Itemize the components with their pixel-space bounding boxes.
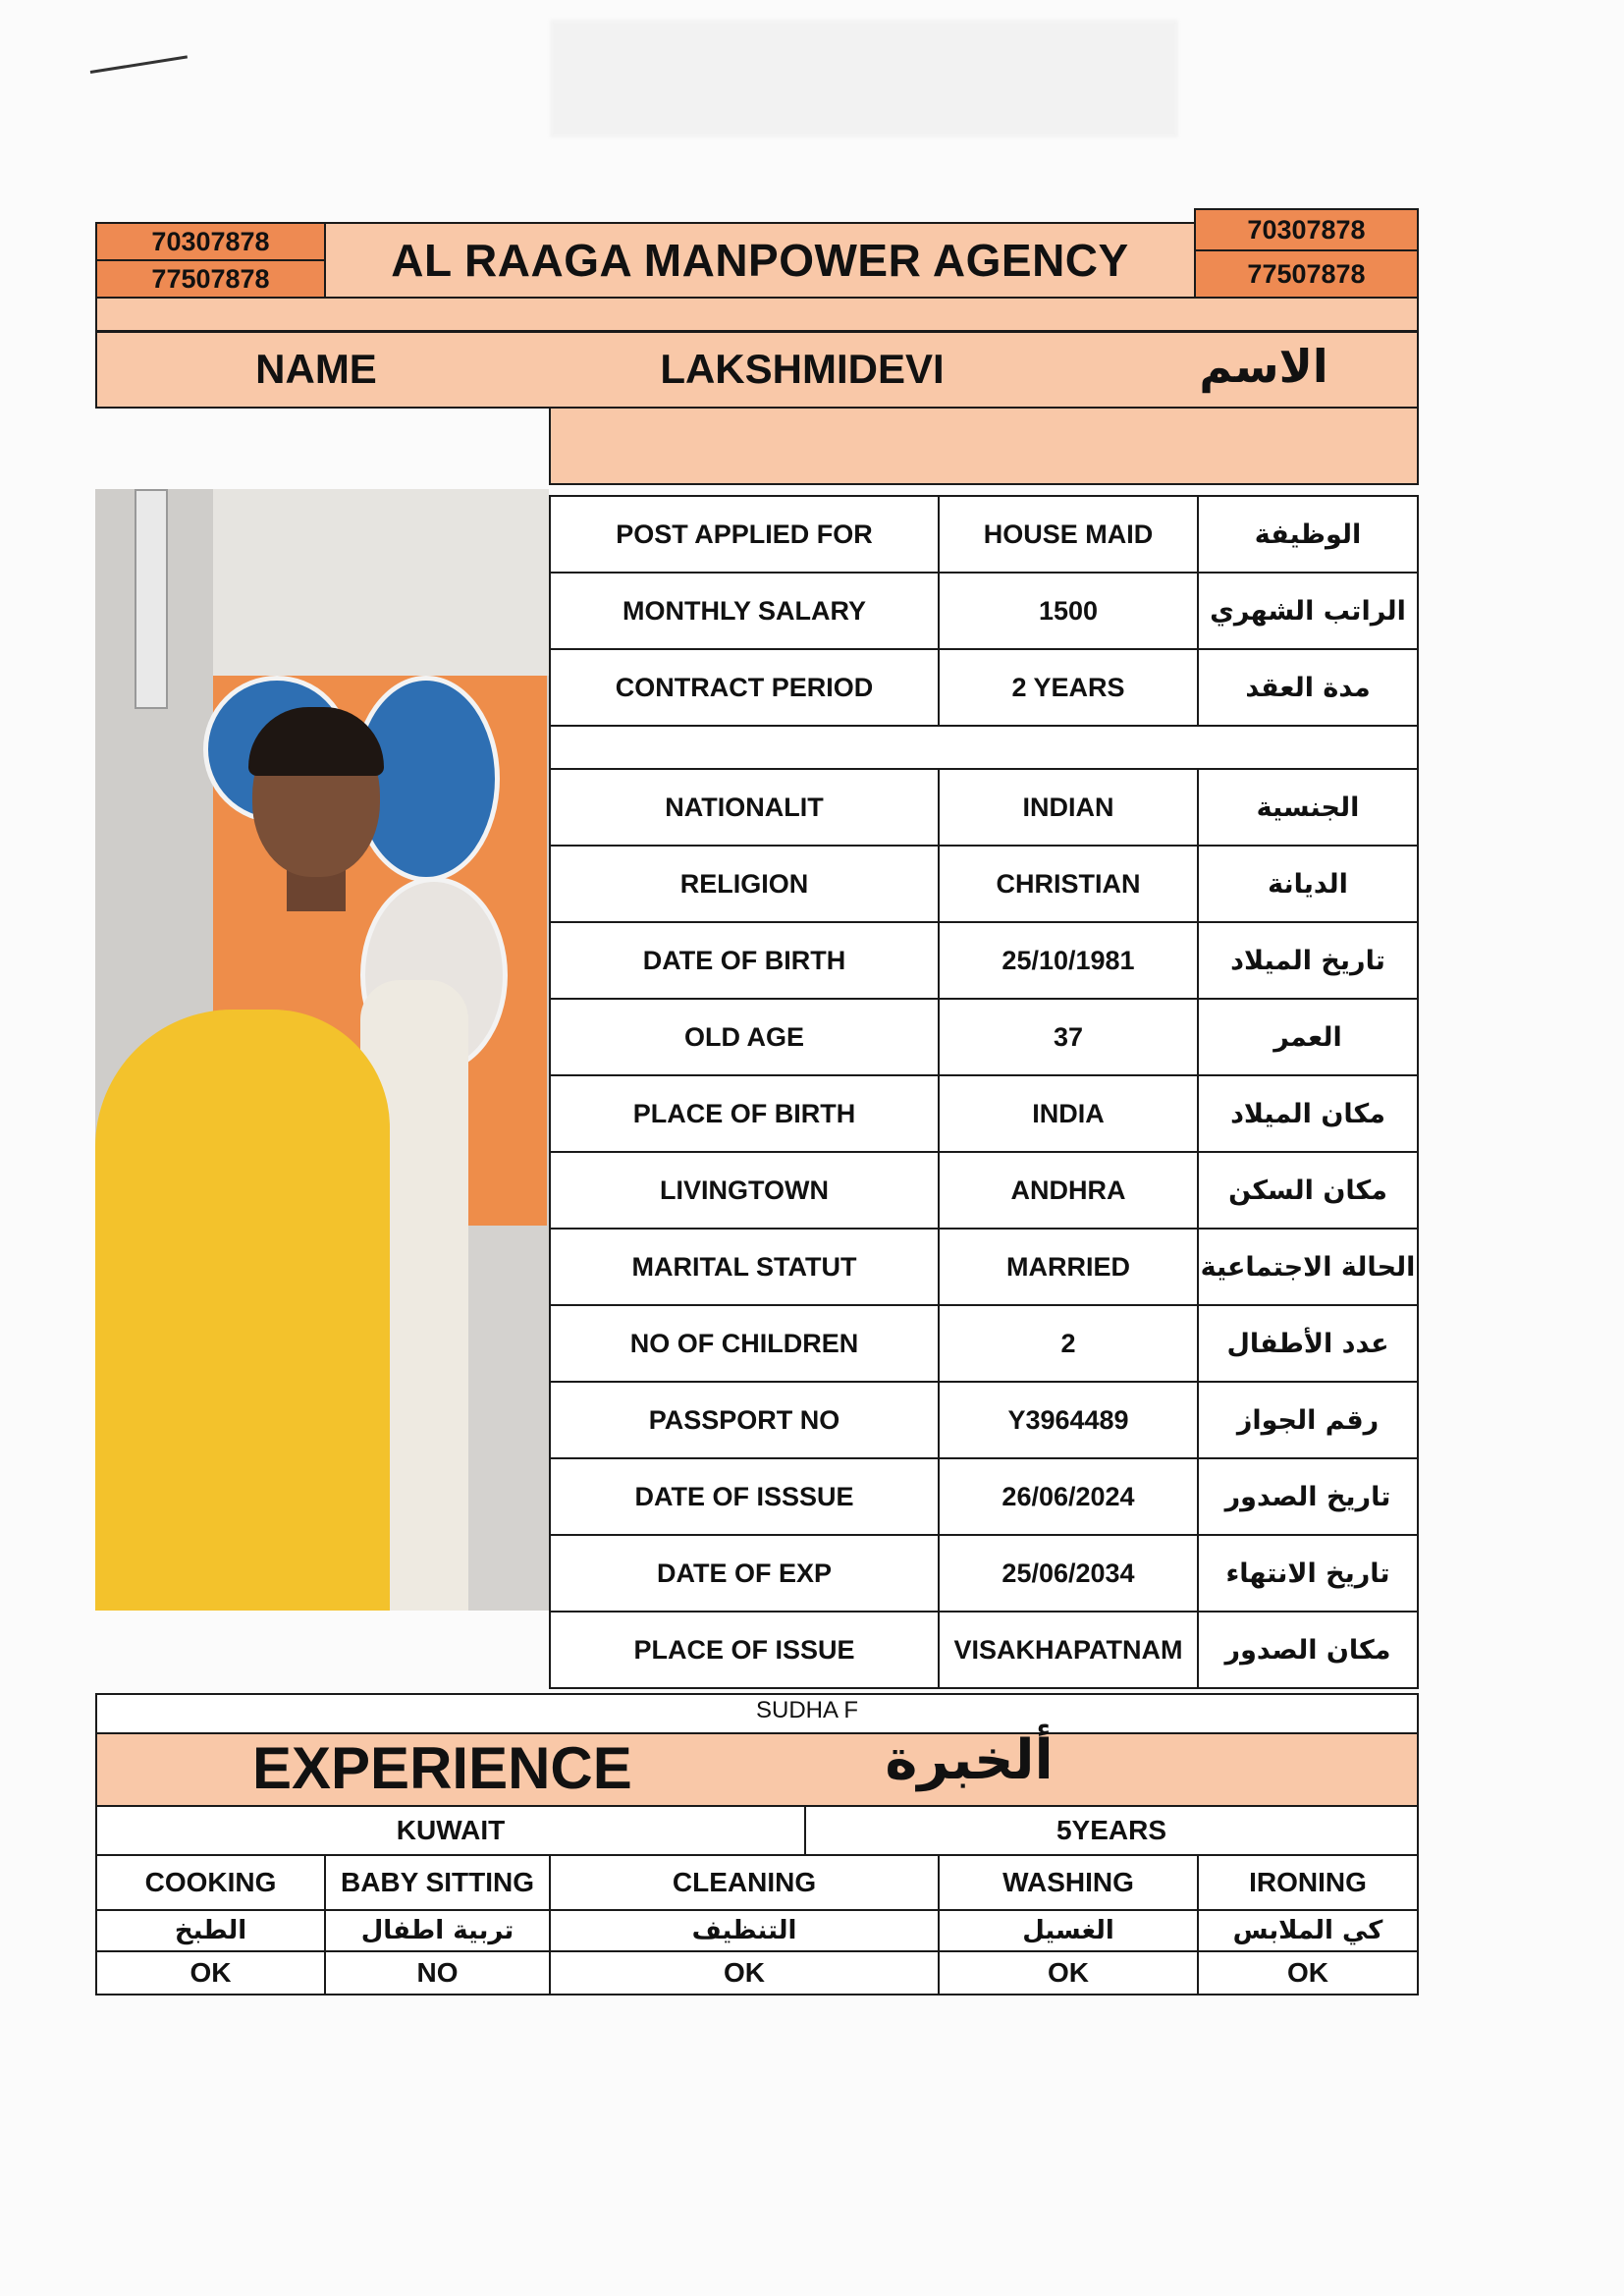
experience-country: KUWAIT xyxy=(95,1805,806,1856)
detail-label-ar: الجنسية xyxy=(1197,768,1419,847)
detail-value: VISAKHAPATNAM xyxy=(938,1611,1199,1689)
detail-label: DATE OF BIRTH xyxy=(549,921,940,1000)
detail-value: HOUSE MAID xyxy=(938,495,1199,574)
detail-label-ar: الحالة الاجتماعية xyxy=(1197,1228,1419,1306)
skill-name: BABY SITTING xyxy=(324,1854,551,1911)
skill-name-ar: الطبخ xyxy=(95,1909,326,1952)
skill-status: OK xyxy=(549,1950,940,1995)
detail-value: ANDHRA xyxy=(938,1151,1199,1230)
table-top-spacer xyxy=(549,407,1419,485)
signer-name: SUDHA F xyxy=(755,1697,858,1723)
detail-label-ar: العمر xyxy=(1197,998,1419,1076)
detail-label: DATE OF EXP xyxy=(549,1534,940,1613)
experience-title: EXPERIENCE xyxy=(252,1735,632,1801)
phone-left-1: 70307878 xyxy=(95,222,326,261)
candidate-photo xyxy=(95,489,549,1611)
detail-label-ar: تاريخ الميلاد xyxy=(1197,921,1419,1000)
detail-label: MONTHLY SALARY xyxy=(549,572,940,650)
photo-pipe xyxy=(135,489,168,709)
detail-value: 26/06/2024 xyxy=(938,1457,1199,1536)
detail-label-ar: مكان السكن xyxy=(1197,1151,1419,1230)
experience-title-ar: ألخبرة xyxy=(885,1728,1054,1792)
detail-label-ar: مكان الصدور xyxy=(1197,1611,1419,1689)
detail-label: CONTRACT PERIOD xyxy=(549,648,940,727)
phone-right-1: 70307878 xyxy=(1194,208,1419,251)
skill-name: WASHING xyxy=(938,1854,1199,1911)
experience-duration: 5YEARS xyxy=(804,1805,1419,1856)
table-gap-row xyxy=(549,725,1419,770)
detail-label: LIVINGTOWN xyxy=(549,1151,940,1230)
skill-name-ar: التنظيف xyxy=(549,1909,940,1952)
skill-status: NO xyxy=(324,1950,551,1995)
detail-label: NO OF CHILDREN xyxy=(549,1304,940,1383)
name-label: NAME xyxy=(255,346,377,392)
detail-label-ar: تاريخ الانتهاء xyxy=(1197,1534,1419,1613)
skill-name: IRONING xyxy=(1197,1854,1419,1911)
detail-label-ar: مكان الميلاد xyxy=(1197,1074,1419,1153)
detail-label: OLD AGE xyxy=(549,998,940,1076)
detail-value: 1500 xyxy=(938,572,1199,650)
skill-name: CLEANING xyxy=(549,1854,940,1911)
detail-label: RELIGION xyxy=(549,845,940,923)
detail-label: PLACE OF ISSUE xyxy=(549,1611,940,1689)
detail-value: 25/06/2034 xyxy=(938,1534,1199,1613)
skill-status: OK xyxy=(95,1950,326,1995)
detail-label-ar: مدة العقد xyxy=(1197,648,1419,727)
detail-value: INDIA xyxy=(938,1074,1199,1153)
detail-value: CHRISTIAN xyxy=(938,845,1199,923)
detail-value: 2 YEARS xyxy=(938,648,1199,727)
agency-name: AL RAAGA MANPOWER AGENCY xyxy=(324,222,1196,299)
detail-label: PASSPORT NO xyxy=(549,1381,940,1459)
detail-label: NATIONALIT xyxy=(549,768,940,847)
skill-status: OK xyxy=(938,1950,1199,1995)
skill-status: OK xyxy=(1197,1950,1419,1995)
phone-right-2: 77507878 xyxy=(1194,249,1419,299)
name-label-ar: الاسم xyxy=(1199,340,1328,393)
skill-name: COOKING xyxy=(95,1854,326,1911)
phone-left-2: 77507878 xyxy=(95,259,326,299)
details-table xyxy=(549,495,1419,1695)
detail-value: Y3964489 xyxy=(938,1381,1199,1459)
detail-label-ar: عدد الأطفال xyxy=(1197,1304,1419,1383)
pen-mark xyxy=(90,55,188,74)
detail-label-ar: الراتب الشهري xyxy=(1197,572,1419,650)
detail-label-ar: الوظيفة xyxy=(1197,495,1419,574)
detail-value: 2 xyxy=(938,1304,1199,1383)
detail-value: INDIAN xyxy=(938,768,1199,847)
detail-label: MARITAL STATUT xyxy=(549,1228,940,1306)
detail-label: DATE OF ISSSUE xyxy=(549,1457,940,1536)
skill-name-ar: تربية اطفال xyxy=(324,1909,551,1952)
name-value: LAKSHMIDEVI xyxy=(660,346,945,392)
detail-label-ar: الديانة xyxy=(1197,845,1419,923)
detail-label-ar: تاريخ الصدور xyxy=(1197,1457,1419,1536)
show-through-text xyxy=(550,20,1178,137)
detail-value: 25/10/1981 xyxy=(938,921,1199,1000)
detail-label: PLACE OF BIRTH xyxy=(549,1074,940,1153)
header-spacer xyxy=(95,297,1419,332)
cv-sheet xyxy=(95,208,1419,1997)
skill-name-ar: الغسيل xyxy=(938,1909,1199,1952)
detail-value: 37 xyxy=(938,998,1199,1076)
detail-label: POST APPLIED FOR xyxy=(549,495,940,574)
detail-value: MARRIED xyxy=(938,1228,1199,1306)
skills-grid xyxy=(95,1854,1419,1997)
skill-name-ar: كي الملابس xyxy=(1197,1909,1419,1952)
detail-label-ar: رقم الجواز xyxy=(1197,1381,1419,1459)
photo-dress xyxy=(95,1010,390,1611)
